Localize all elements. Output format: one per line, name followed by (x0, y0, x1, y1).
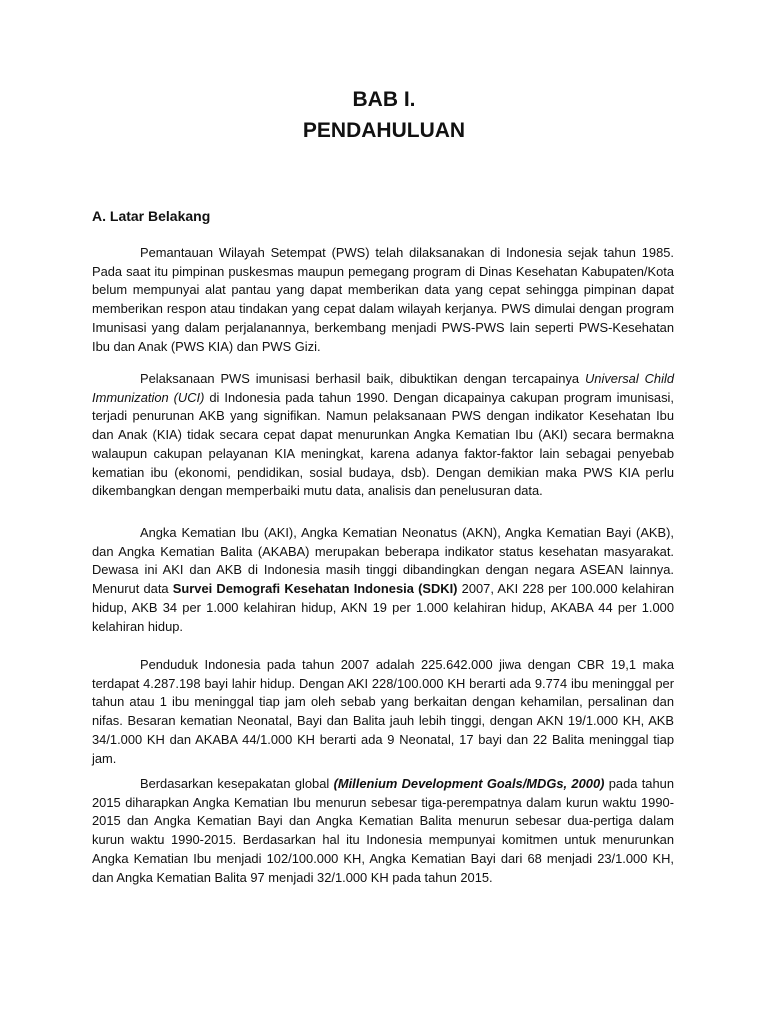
chapter-number: BAB I. (352, 88, 416, 111)
mdgs-term: (Millenium Development Goals/MDGs, 2000) (333, 776, 605, 791)
sdki-term: Survei Demografi Kesehatan Indonesia (SDKI) (172, 581, 458, 597)
paragraph-5 (92, 775, 674, 887)
section-heading: A. Latar Belakang (92, 208, 211, 224)
paragraph-2 (92, 370, 674, 501)
paragraph-2-text-c: di Indonesia pada tahun 1990. Dengan dicapainya cakupan program imunisasi, terjadi penurunan AKB yang signifikan. Namun pelaksanaan PWS dengan indikator Kesehatan Ibu dan Anak (KIA) tidak secara cepat dapat menurunkan Angka Kematian Ibu (AKI) secara bermakna walaupun cakupan pelayanan KIA meningkat, karena adanya faktor-faktor lain sebagai penyebab kematian ibu (ekonomi, pendidikan, sosial budaya, dsb). Dengan demikian maka PWS KIA perlu dikembangkan dengan memperbaiki mutu data, analisis dan penelusuran data. (92, 389, 674, 499)
paragraph-4: Penduduk Indonesia pada tahun 2007 adalah 225.642.000 jiwa dengan CBR 19,1 maka terdapat 4.287.198 bayi lahir hidup. Dengan AKI 228/100.000 KH berarti ada 9.774 ibu meninggal per tahun atau 1 ibu meninggal tiap jam oleh sebab yang berkaitan dengan kehamilan, persalinan dan nifas. Besaran kematian Neonatal, Bayi dan Balita jauh lebih tinggi, dengan AKN 19/1.000 KH, AKB 34/1.000 KH dan AKABA 44/1.000 KH berarti ada 9 Neonatal, 17 bayi dan 22 Balita meninggal tiap jam. (92, 657, 674, 766)
paragraph-5-text-a: Berdasarkan kesepakatan global (140, 776, 334, 791)
paragraph-3 (92, 524, 674, 636)
uci-term: Universal Child Immunization (UCI) (92, 371, 674, 405)
paragraph-3-text-c: 2007, AKI 228 per 100.000 kelahiran hidup, AKB 34 per 1.000 kelahiran hidup, AKN 19 per 1.000 kelahiran hidup, AKABA 44 per 1.000 kelahiran hidup. (92, 581, 675, 634)
paragraph-3-text-a: Angka Kematian Ibu (AKI), Angka Kematian Neonatus (AKN), Angka Kematian Bayi (AKB), dan Angka Kematian Balita (AKABA) merupakan beberapa indikator status kesehatan masyarakat. Dewasa ini AKI dan AKB di Indonesia masih tinggi dibandingkan dengan negara ASEAN lainnya. Menurut data (92, 525, 674, 597)
chapter-title: PENDAHULUAN (302, 119, 466, 142)
paragraph-1: Pemantauan Wilayah Setempat (PWS) telah dilaksanakan di Indonesia sejak tahun 1985. Pada saat itu pimpinan puskesmas maupun pemegang program di Dinas Kesehatan Kabupaten/Kota belum mempunyai alat pantau yang dapat memberikan data yang cepat sehingga pimpinan dapat memberikan respon atau tindakan yang cepat dalam wilayah kerjanya. PWS dimulai dengan program Imunisasi yang dalam perjalanannya, berkembang menjadi PWS-PWS lain seperti PWS-Kesehatan Ibu dan Anak (PWS KIA) dan PWS Gizi. (92, 245, 674, 354)
paragraph-5-text-c: pada tahun 2015 diharapkan Angka Kematian Ibu menurun sebesar tiga-perempatnya dalam kurun waktu 1990-2015 dan Angka Kematian Bayi dan Angka Kematian Balita menurun sebesar dua-pertiga dalam kurun waktu 1990-2015. Berdasarkan hal itu Indonesia mempunyai komitmen untuk menurunkan Angka Kematian Ibu menjadi 102/100.000 KH, Angka Kematian Bayi dari 68 menjadi 23/1.000 KH, dan Angka Kematian Balita 97 menjadi 32/1.000 KH pada tahun 2015. (92, 776, 674, 885)
paragraph-2-text-a: Pelaksanaan PWS imunisasi berhasil baik, dibuktikan dengan tercapainya (140, 371, 585, 386)
